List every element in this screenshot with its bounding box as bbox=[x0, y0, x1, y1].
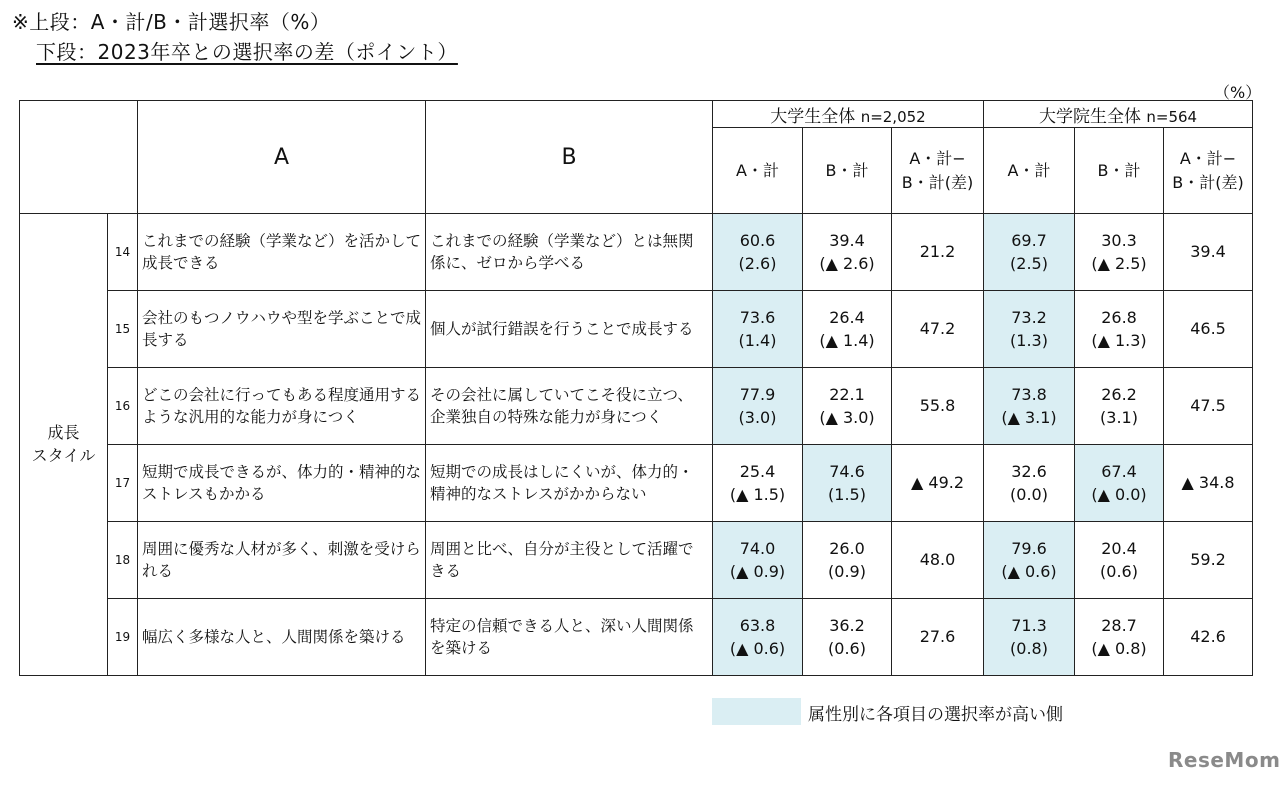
value-total: 74.6 bbox=[829, 461, 865, 481]
table-row bbox=[20, 445, 1253, 522]
sub-a-total: A・計 bbox=[713, 128, 803, 214]
table-row bbox=[20, 291, 1253, 368]
value-change: (▲ 0.9) bbox=[729, 562, 786, 581]
value-cell bbox=[803, 445, 892, 522]
value-change: (1.3) bbox=[1010, 331, 1048, 350]
value-total: 73.2 bbox=[1011, 307, 1047, 327]
diff-cell: ▲ 49.2 bbox=[892, 445, 984, 522]
value-cell bbox=[713, 599, 803, 676]
category-line2: スタイル bbox=[31, 445, 96, 465]
sub-diff bbox=[1164, 128, 1253, 214]
item-number: 18 bbox=[108, 522, 138, 599]
group-grad-n: n=564 bbox=[1146, 107, 1198, 126]
value-change: (1.5) bbox=[828, 485, 866, 504]
value-total: 26.2 bbox=[1101, 384, 1137, 404]
sub-b-total: B・計 bbox=[1075, 128, 1164, 214]
diff-cell: ▲ 34.8 bbox=[1164, 445, 1253, 522]
value-change: (0.6) bbox=[1100, 562, 1138, 581]
group-grad bbox=[984, 101, 1253, 128]
value-cell bbox=[803, 291, 892, 368]
value-cell bbox=[713, 214, 803, 291]
value-total: 71.3 bbox=[1011, 615, 1047, 635]
value-cell bbox=[803, 599, 892, 676]
value-change: (▲ 1.5) bbox=[729, 485, 786, 504]
legend-text: 属性別に各項目の選択率が高い側 bbox=[808, 705, 1063, 725]
value-total: 69.7 bbox=[1011, 230, 1047, 250]
value-change: (▲ 2.6) bbox=[819, 254, 875, 273]
value-cell bbox=[713, 368, 803, 445]
group-undergrad-n: n=2,052 bbox=[860, 107, 926, 126]
value-cell bbox=[1075, 599, 1164, 676]
table-row bbox=[20, 522, 1253, 599]
value-change: (0.8) bbox=[1010, 639, 1048, 658]
diff-cell: 27.6 bbox=[892, 599, 984, 676]
item-number: 17 bbox=[108, 445, 138, 522]
resemom-logo: ReseMom bbox=[1168, 748, 1280, 772]
value-total: 39.4 bbox=[829, 230, 865, 250]
statement-a: これまでの経験（学業など）を活かして成長できる bbox=[138, 214, 426, 291]
note-line-2: 下段：2023年卒との選択率の差（ポイント） bbox=[36, 40, 458, 64]
value-cell bbox=[984, 214, 1075, 291]
value-cell bbox=[803, 368, 892, 445]
group-grad-name: 大学院生全体 bbox=[1038, 106, 1141, 127]
value-total: 79.6 bbox=[1011, 538, 1047, 558]
value-change: (▲ 0.6) bbox=[1001, 562, 1057, 581]
value-cell bbox=[1075, 368, 1164, 445]
group-undergrad-name: 大学生全体 bbox=[770, 106, 856, 127]
diff-cell: 59.2 bbox=[1164, 522, 1253, 599]
diff-cell: 46.5 bbox=[1164, 291, 1253, 368]
item-number: 16 bbox=[108, 368, 138, 445]
value-total: 22.1 bbox=[829, 384, 865, 404]
value-total: 74.0 bbox=[739, 538, 776, 558]
diff-cell: 48.0 bbox=[892, 522, 984, 599]
item-number: 19 bbox=[108, 599, 138, 676]
statement-a: どこの会社に行ってもある程度通用するような汎用的な能力が身につく bbox=[138, 368, 426, 445]
value-total: 32.6 bbox=[1011, 461, 1047, 481]
sub-b-total: B・計 bbox=[803, 128, 892, 214]
value-change: (▲ 0.0) bbox=[1091, 485, 1147, 504]
value-total: 73.8 bbox=[1011, 384, 1047, 404]
value-change: (▲ 0.8) bbox=[1091, 639, 1147, 658]
sub-a-total: A・計 bbox=[984, 128, 1075, 214]
value-change: (0.9) bbox=[828, 562, 866, 581]
value-change: (2.6) bbox=[738, 254, 777, 273]
value-total: 20.4 bbox=[1101, 538, 1137, 558]
value-total: 60.6 bbox=[739, 230, 776, 250]
value-change: (▲ 2.5) bbox=[1091, 254, 1147, 273]
value-change: (▲ 1.3) bbox=[1091, 331, 1147, 350]
value-total: 67.4 bbox=[1101, 461, 1137, 481]
value-total: 26.4 bbox=[829, 307, 865, 327]
value-total: 28.7 bbox=[1101, 615, 1137, 635]
value-cell bbox=[984, 445, 1075, 522]
statement-b: 個人が試行錯誤を行うことで成長する bbox=[426, 291, 713, 368]
category-line1: 成長 bbox=[47, 423, 80, 443]
value-change: (0.6) bbox=[828, 639, 866, 658]
note-line-1: ※上段：A・計/B・計選択率（%） bbox=[12, 10, 331, 34]
statement-b: 特定の信頼できる人と、深い人間関係を築ける bbox=[426, 599, 713, 676]
sub-diff-line2: B・計(差) bbox=[901, 172, 974, 192]
value-change: (3.0) bbox=[738, 408, 777, 427]
statement-a: 短期で成長できるが、体力的・精神的なストレスもかかる bbox=[138, 445, 426, 522]
value-cell bbox=[1075, 522, 1164, 599]
value-total: 36.2 bbox=[829, 615, 865, 635]
value-total: 25.4 bbox=[739, 461, 776, 481]
value-change: (▲ 3.0) bbox=[819, 408, 875, 427]
diff-cell: 39.4 bbox=[1164, 214, 1253, 291]
value-cell bbox=[984, 522, 1075, 599]
value-total: 63.8 bbox=[739, 615, 776, 635]
value-cell bbox=[713, 445, 803, 522]
value-change: (0.0) bbox=[1010, 485, 1048, 504]
value-cell bbox=[803, 214, 892, 291]
legend-swatch bbox=[712, 698, 801, 725]
table-body bbox=[20, 214, 1253, 676]
sub-diff-line2: B・計(差) bbox=[1172, 172, 1244, 192]
table-row bbox=[20, 599, 1253, 676]
value-total: 30.3 bbox=[1101, 230, 1137, 250]
statement-a: 会社のもつノウハウや型を学ぶことで成長する bbox=[138, 291, 426, 368]
header-b: B bbox=[426, 101, 713, 214]
value-cell bbox=[713, 522, 803, 599]
statement-a: 周囲に優秀な人材が多く、刺激を受けられる bbox=[138, 522, 426, 599]
value-total: 26.0 bbox=[829, 538, 865, 558]
diff-cell: 21.2 bbox=[892, 214, 984, 291]
value-cell bbox=[1075, 291, 1164, 368]
statement-a: 幅広く多様な人と、人間関係を築ける bbox=[138, 599, 426, 676]
value-total: 77.9 bbox=[739, 384, 776, 404]
diff-cell: 55.8 bbox=[892, 368, 984, 445]
diff-cell: 42.6 bbox=[1164, 599, 1253, 676]
results-table bbox=[19, 100, 1253, 676]
value-change: (3.1) bbox=[1100, 408, 1138, 427]
corner-cell bbox=[20, 101, 138, 214]
sub-diff-line1: A・計− bbox=[909, 148, 966, 168]
header-a: A bbox=[138, 101, 426, 214]
item-number: 15 bbox=[108, 291, 138, 368]
value-change: (1.4) bbox=[738, 331, 777, 350]
statement-b: 周囲と比べ、自分が主役として活躍できる bbox=[426, 522, 713, 599]
value-cell bbox=[713, 291, 803, 368]
group-undergrad bbox=[713, 101, 984, 128]
table-row bbox=[20, 368, 1253, 445]
diff-cell: 47.2 bbox=[892, 291, 984, 368]
statement-b: その会社に属していてこそ役に立つ、企業独自の特殊な能力が身につく bbox=[426, 368, 713, 445]
value-change: (▲ 1.4) bbox=[819, 331, 875, 350]
value-cell bbox=[984, 599, 1075, 676]
value-change: (▲ 3.1) bbox=[1001, 408, 1057, 427]
value-change: (2.5) bbox=[1010, 254, 1048, 273]
diff-cell: 47.5 bbox=[1164, 368, 1253, 445]
sub-diff-line1: A・計− bbox=[1179, 148, 1237, 168]
table-row bbox=[20, 214, 1253, 291]
value-cell bbox=[984, 368, 1075, 445]
value-cell bbox=[803, 522, 892, 599]
statement-b: これまでの経験（学業など）とは無関係に、ゼロから学べる bbox=[426, 214, 713, 291]
statement-b: 短期での成長はしにくいが、体力的・精神的なストレスがかからない bbox=[426, 445, 713, 522]
sub-diff bbox=[892, 128, 984, 214]
unit-label: （%） bbox=[1214, 83, 1262, 102]
value-total: 73.6 bbox=[739, 307, 776, 327]
value-cell bbox=[1075, 445, 1164, 522]
value-change: (▲ 0.6) bbox=[729, 639, 786, 658]
value-cell bbox=[1075, 214, 1164, 291]
value-cell bbox=[984, 291, 1075, 368]
category-cell bbox=[20, 214, 108, 676]
item-number: 14 bbox=[108, 214, 138, 291]
value-total: 26.8 bbox=[1101, 307, 1137, 327]
